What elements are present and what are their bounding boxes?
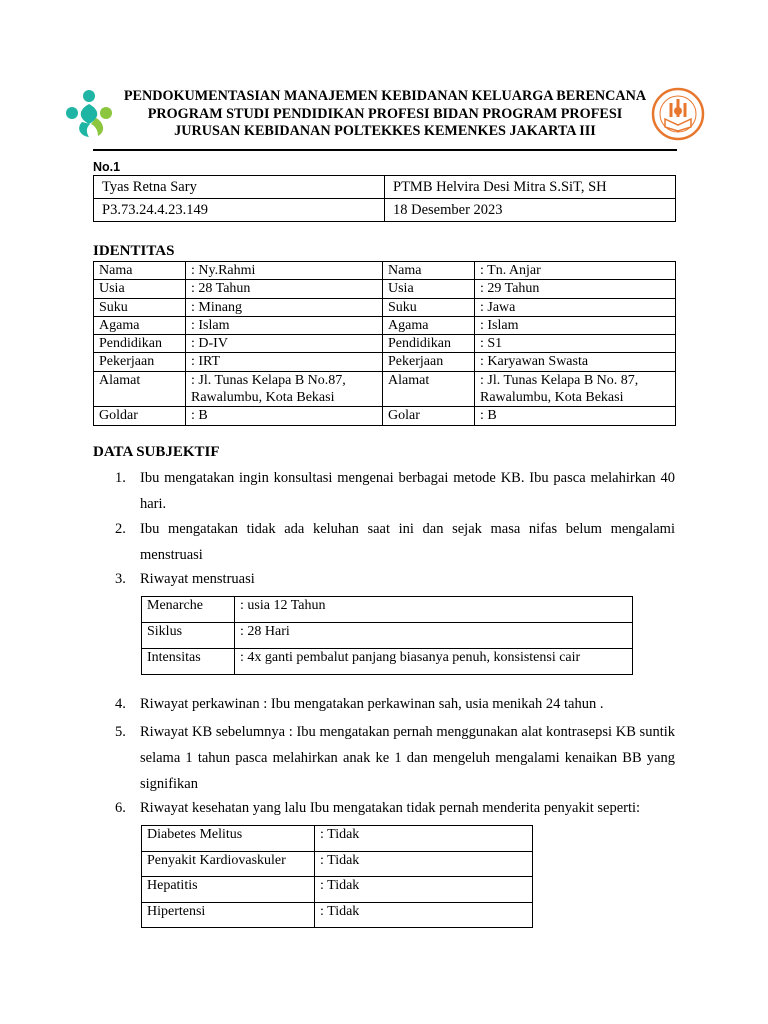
menstruasi-label: Siklus [142, 623, 235, 649]
table-row [94, 298, 676, 316]
wife-field-label: Goldar [94, 407, 186, 425]
header-line-1: PENDOKUMENTASIAN MANAJEMEN KEBIDANAN KELUARGA BERENCANA [123, 88, 647, 104]
document-date: 18 Desember 2023 [385, 199, 676, 222]
list-item [115, 795, 675, 821]
document-number: No.1 [93, 160, 121, 174]
table-row [142, 597, 633, 623]
document-header-title [115, 88, 655, 141]
student-name: Tyas Retna Sary [94, 176, 385, 199]
disease-label: Hipertensi [142, 902, 315, 928]
header-line-3: JURUSAN KEBIDANAN POLTEKKES KEMENKES JAKARTA III [174, 123, 596, 139]
list-text: Riwayat perkawinan : Ibu mengatakan perkawinan sah, usia menikah 24 tahun . [140, 696, 604, 712]
table-row [142, 826, 533, 852]
disease-value: : Tidak [315, 902, 533, 928]
husband-field-label: Golar [383, 407, 475, 425]
husband-field-label: Pekerjaan [383, 353, 475, 371]
table-row [142, 649, 633, 675]
identitas-heading: IDENTITAS [93, 243, 175, 259]
wife-field-value: : Minang [186, 298, 383, 316]
wife-field-value: : Islam [186, 316, 383, 334]
wife-field-label: Agama [94, 316, 186, 334]
disease-value: : Tidak [315, 851, 533, 877]
husband-field-value: : S1 [475, 335, 676, 353]
student-id: P3.73.24.4.23.149 [94, 199, 385, 222]
table-row [94, 407, 676, 425]
wife-field-label: Alamat [94, 371, 186, 407]
list-text: Riwayat menstruasi [140, 571, 255, 587]
wife-field-value: : IRT [186, 353, 383, 371]
disease-value: : Tidak [315, 877, 533, 903]
table-row [94, 176, 676, 199]
poltekkes-jakarta-iii-seal-icon [651, 87, 705, 141]
list-text: Ibu mengatakan tidak ada keluhan saat ini dan sejak masa nifas belum mengalami menstruasi [140, 521, 675, 563]
wife-field-label: Usia [94, 280, 186, 298]
wife-field-value: : B [186, 407, 383, 425]
wife-field-label: Suku [94, 298, 186, 316]
disease-label: Hepatitis [142, 877, 315, 903]
husband-field-label: Alamat [383, 371, 475, 407]
husband-field-value: : Tn. Anjar [475, 262, 676, 280]
supervisor-name: PTMB Helvira Desi Mitra S.SiT, SH [385, 176, 676, 199]
menstruasi-value: : 4x ganti pembalut panjang biasanya penuh, konsistensi cair [235, 649, 633, 675]
menstruasi-label: Intensitas [142, 649, 235, 675]
wife-field-value: : Jl. Tunas Kelapa B No.87, Rawalumbu, Kota Bekasi [186, 371, 383, 407]
table-row [94, 371, 676, 407]
husband-field-value: : Jawa [475, 298, 676, 316]
list-text: Riwayat kesehatan yang lalu Ibu mengatakan tidak pernah menderita penyakit seperti: [140, 800, 641, 816]
list-number: 2. [115, 521, 126, 537]
list-item [115, 719, 675, 797]
husband-field-value: : Jl. Tunas Kelapa B No. 87, Rawalumbu, Kota Bekasi [475, 371, 676, 407]
wife-field-value: : Ny.Rahmi [186, 262, 383, 280]
data-subjektif-heading: DATA SUBJEKTIF [93, 444, 220, 460]
husband-field-value: : B [475, 407, 676, 425]
list-text: Ibu mengatakan ingin konsultasi mengenai berbagai metode KB. Ibu pasca melahirkan 40 hari. [140, 470, 675, 512]
list-number: 6. [115, 800, 126, 816]
list-number: 5. [115, 724, 126, 740]
table-row [94, 353, 676, 371]
wife-field-label: Nama [94, 262, 186, 280]
disease-label: Diabetes Melitus [142, 826, 315, 852]
table-row [94, 335, 676, 353]
list-number: 1. [115, 470, 126, 486]
wife-field-label: Pekerjaan [94, 353, 186, 371]
table-row [142, 877, 533, 903]
husband-field-label: Usia [383, 280, 475, 298]
table-row [142, 902, 533, 928]
husband-field-label: Agama [383, 316, 475, 334]
list-item [115, 691, 675, 717]
header-line-2: PROGRAM STUDI PENDIDIKAN PROFESI BIDAN PROGRAM PROFESI [147, 105, 623, 122]
menstruasi-label: Menarche [142, 597, 235, 623]
identitas-table [93, 261, 676, 426]
wife-field-value: : 28 Tahun [186, 280, 383, 298]
husband-field-value: : Islam [475, 316, 676, 334]
riwayat-kesehatan-table [141, 825, 533, 928]
menstruasi-value: : usia 12 Tahun [235, 597, 633, 623]
table-row [94, 262, 676, 280]
disease-label: Penyakit Kardiovaskuler [142, 851, 315, 877]
list-item [115, 566, 675, 592]
list-text: Riwayat KB sebelumnya : Ibu mengatakan pernah menggunakan alat kontrasepsi KB suntik selama 1 tahun pasca melahirkan anak ke 1 dan mengeluh mengalami kenaikan BB yang signifikan [140, 724, 675, 792]
husband-field-label: Nama [383, 262, 475, 280]
table-row [94, 316, 676, 334]
table-row [94, 280, 676, 298]
wife-field-value: : D-IV [186, 335, 383, 353]
husband-field-label: Suku [383, 298, 475, 316]
list-number: 3. [115, 571, 126, 587]
wife-field-label: Pendidikan [94, 335, 186, 353]
list-item [115, 516, 675, 568]
kemenkes-logo-icon [64, 88, 114, 140]
table-row [142, 623, 633, 649]
list-number: 4. [115, 696, 126, 712]
table-row [94, 199, 676, 222]
table-row [142, 851, 533, 877]
list-item [115, 465, 675, 517]
husband-field-label: Pendidikan [383, 335, 475, 353]
husband-field-value: : Karyawan Swasta [475, 353, 676, 371]
info-table [93, 175, 676, 222]
disease-value: : Tidak [315, 826, 533, 852]
husband-field-value: : 29 Tahun [475, 280, 676, 298]
menstruasi-value: : 28 Hari [235, 623, 633, 649]
header-divider [93, 149, 677, 151]
menstruasi-table [141, 596, 633, 675]
